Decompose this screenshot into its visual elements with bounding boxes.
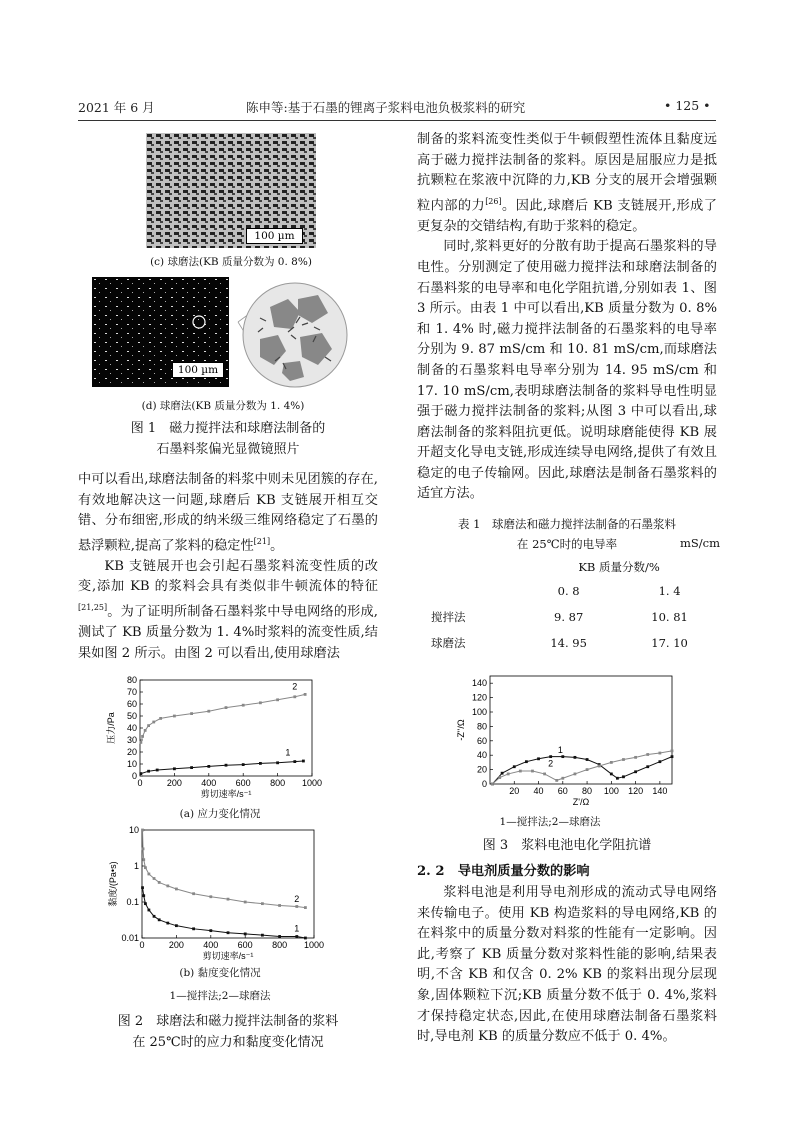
data-point: [561, 755, 564, 758]
y-tick-label: 50: [126, 711, 137, 721]
data-point: [671, 755, 674, 758]
plot-frame: [140, 680, 312, 776]
y-tick-label: 100: [471, 707, 487, 717]
data-point: [147, 724, 150, 727]
x-tick-label: 800: [272, 940, 288, 950]
data-point: [173, 715, 176, 718]
x-tick-label: 200: [166, 778, 182, 788]
citation-21-25: [21,25]: [78, 602, 108, 612]
table-cell: 14. 95: [550, 636, 587, 650]
table-row: [430, 630, 720, 656]
citation-26: [26]: [485, 196, 502, 206]
fig2-caption-line2: 在 25℃时的应力和黏度变化情况: [132, 1035, 324, 1050]
micrograph-c: [146, 133, 316, 248]
x-tick-label: 1000: [301, 778, 323, 788]
data-point: [491, 783, 494, 786]
series-line-1: [141, 761, 304, 774]
data-point: [158, 918, 161, 921]
fig2b-chart: [100, 824, 340, 962]
x-tick-label: 600: [237, 940, 253, 950]
data-point: [190, 712, 193, 715]
data-point: [293, 760, 296, 763]
data-point: [244, 901, 247, 904]
data-point: [304, 937, 307, 940]
y-tick-label: 20: [476, 764, 487, 775]
data-point: [519, 770, 522, 773]
data-point: [259, 762, 262, 765]
table-cell: 10. 81: [651, 610, 688, 624]
data-point: [507, 773, 510, 776]
y-tick-label: 40: [126, 723, 137, 733]
table-col-header: 0. 8: [557, 584, 580, 598]
table1-unit: mS/cm: [679, 536, 720, 550]
y-tick-label: 0.01: [121, 933, 139, 943]
data-point: [622, 775, 625, 778]
data-point: [646, 753, 649, 756]
data-point: [190, 766, 193, 769]
fig3-chart: [450, 670, 690, 820]
data-point: [513, 765, 516, 768]
data-point: [153, 877, 156, 880]
data-point: [302, 760, 305, 763]
fig2a-chart: [100, 676, 340, 806]
data-point: [276, 761, 279, 764]
section-2-2-heading: 2. 2 导电剂质量分数的影响: [417, 864, 590, 879]
data-point: [242, 704, 245, 707]
fig1-sub-d: (d) 球磨法(KB 质量分数为 1. 4%): [141, 400, 305, 412]
data-point: [501, 772, 504, 775]
series-label-2: 2: [292, 681, 298, 692]
data-point: [498, 776, 501, 779]
x-tick-label: 80: [582, 786, 593, 796]
x-tick-label: 120: [628, 786, 644, 796]
data-point: [549, 755, 552, 758]
table1-title-line1: 表 1 球磨法和磁力搅拌法制备的石墨浆料: [458, 517, 676, 531]
para-text: 制备的浆料流变性类似于牛顿假塑性流体且黏度远高于磁力搅拌法制备的浆料。原因是屈服应力是抵抗颗粒在浆液中沉降的力,KB 分支的展开会增强颗粒内部的力: [417, 132, 717, 214]
series-line-2: [143, 830, 306, 908]
y-tick-label: 60: [476, 735, 487, 746]
data-point: [543, 773, 546, 776]
y-tick-label: 0.1: [126, 897, 139, 907]
data-point: [141, 829, 144, 832]
data-point: [144, 866, 147, 869]
data-point: [244, 932, 247, 935]
data-point: [192, 927, 195, 930]
data-point: [142, 858, 145, 861]
data-point: [658, 760, 661, 763]
data-point: [634, 756, 637, 759]
data-point: [634, 770, 637, 773]
x-tick-label: 800: [270, 778, 286, 788]
scale-label-c: 100 µm: [246, 228, 303, 244]
data-point: [158, 881, 161, 884]
data-point: [166, 922, 169, 925]
x-tick-label: 40: [533, 786, 544, 796]
table1-title-line2: 在 25℃时的电导率: [516, 537, 618, 551]
data-point: [225, 706, 228, 709]
y-tick-label: 20: [126, 747, 137, 757]
data-point: [173, 767, 176, 770]
y-tick-label: 120: [471, 692, 487, 703]
data-point: [147, 770, 150, 773]
fig2-caption-line1: 图 2 球磨法和磁力搅拌法制备的浆料: [117, 1014, 339, 1029]
y-tick-label: 10: [128, 825, 139, 835]
y-tick-label: 30: [126, 735, 137, 745]
series-label-2: 2: [294, 894, 300, 904]
x-tick-label: 400: [201, 778, 217, 788]
data-point: [276, 698, 279, 701]
x-tick-label: 400: [203, 940, 219, 950]
data-point: [261, 934, 264, 937]
x-tick-label: 60: [557, 786, 568, 796]
header-title: 陈申等:基于石墨的锂离子浆料电池负极浆料的研究: [246, 100, 526, 115]
table-group-header: KB 质量分数/%: [578, 560, 660, 574]
y-axis-label: 压力/Pa: [106, 712, 116, 744]
series-label-1: 1: [557, 745, 563, 756]
data-point: [658, 752, 661, 755]
data-point: [293, 695, 296, 698]
fig3-caption: 图 3 浆料电池电化学阻抗谱: [482, 838, 652, 853]
y-tick-label: 1: [133, 861, 139, 871]
data-point: [278, 904, 281, 907]
row-label: 搅拌法: [431, 610, 466, 624]
data-point: [227, 898, 230, 901]
data-point: [278, 935, 281, 938]
para-text-cont: 。因此,球磨后 KB 支链展开,形成了更复杂的交错结构,有助于浆料的稳定。: [417, 198, 717, 234]
data-point: [166, 885, 169, 888]
paragraph-conductivity: 同时,浆料更好的分散有助于提高石墨浆料的导电性。分别测定了使用磁力搅拌法和球磨法制备的石墨料浆的电导率和电化学阻抗谱,分别如表 1、图 3 所示。由表 1 中可以看出,KB 质量分数为 0. 8% 和 1. 4% 时,磁力搅拌法制备的石墨浆料的电导率分别为 9. 87 mS/cm 和 10. 81 mS/cm,而球磨法制备的石墨浆料电导率分别为 14. 95 mS/cm 和 17. 10 mS/cm,表明球磨法制备的浆料导电性明显强于磁力搅拌法制备的浆料;从图 3 中可以看出,球磨法制备的浆料阻抗更低。说明球磨能使得 KB 展开超支化导电支链,形成连续导电网络,提供了有效且稳定的电子传输网。因此,球磨法是制备石墨浆料的适宜方法。: [417, 239, 717, 502]
data-point: [209, 929, 212, 932]
series-label-1: 1: [285, 747, 291, 758]
table-cell: 17. 10: [651, 636, 688, 650]
data-point: [598, 765, 601, 768]
paragraph-yield-stress: [417, 130, 717, 237]
data-point: [531, 770, 534, 773]
y-tick-label: 0: [131, 771, 137, 781]
data-point: [610, 761, 613, 764]
para-text: 中可以看出,球磨法制备的料浆中则未见团簇的存在,有效地解决这一问题,球磨后 KB 支链展开相互交错、分布细密,形成的纳米级三维网络稳定了石墨的悬浮颗粒,提高了浆料的稳定性: [78, 472, 378, 554]
data-point: [207, 765, 210, 768]
series-line-2: [141, 694, 305, 742]
data-point: [175, 924, 178, 927]
y-axis-label: -Z''/Ω: [456, 719, 466, 741]
data-point: [147, 909, 150, 912]
data-point: [671, 749, 674, 752]
fig2-legend: 1—搅拌法;2—球磨法: [169, 990, 271, 1002]
series-line-1: [143, 888, 306, 938]
y-tick-label: 140: [471, 678, 487, 689]
x-tick-label: 0: [137, 778, 143, 788]
fig2-sub-a: (a) 应力变化情况: [179, 808, 261, 820]
data-point: [610, 773, 613, 776]
y-tick-label: 10: [126, 759, 137, 769]
data-point: [192, 892, 195, 895]
data-point: [209, 895, 212, 898]
series-label-1: 1: [294, 923, 300, 934]
right-column-text-1: [417, 130, 717, 505]
y-axis-label: 黏度/(Pa•s): [108, 861, 118, 907]
para-text: KB 支链展开也会引起石墨浆料流变性质的改变,添加 KB 的浆料会具有类似非牛顿流体的特征: [78, 558, 378, 595]
data-point: [586, 768, 589, 771]
data-point: [142, 847, 145, 850]
data-point: [225, 764, 228, 767]
x-tick-label: 140: [652, 786, 668, 796]
paragraph-kb-fraction: 浆料电池是利用导电剂形成的流动式导电网络来传输电子。使用 KB 构造浆料的导电网络,KB 的在料浆中的质量分数对料浆的性能有一定影响。因此,考察了 KB 质量分数对浆料性能的影响,结果表明,不含 KB 和仅含 0. 2% KB 的浆料出现分层现象,固体颗粒下沉;KB 质量分数不低于 0. 4%,浆料才保持稳定状态,因此,在使用球磨法制备石墨浆料时,导电剂 KB 的质量分数应不低于 0. 4%。: [417, 885, 717, 1045]
data-point: [304, 906, 307, 909]
data-point: [156, 769, 159, 772]
x-tick-label: 100: [603, 786, 619, 796]
paragraph-rheology: [78, 557, 378, 664]
x-tick-label: 20: [509, 786, 520, 796]
data-point: [139, 772, 142, 775]
para-text-cont: 。为了证明所制备石墨料浆中导电网络的形成,测试了 KB 质量分数为 1. 4%时浆料的流变性质,结果如图 2 所示。由图 2 可以看出,使用球磨法: [78, 604, 378, 661]
data-point: [153, 915, 156, 918]
header-page: • 125 •: [664, 98, 711, 113]
header-rule: [78, 120, 716, 121]
x-tick-label: 0: [139, 940, 145, 950]
data-point: [295, 935, 298, 938]
x-axis-label: 剪切速率/s⁻¹: [200, 789, 252, 799]
data-point: [142, 894, 145, 897]
data-point: [159, 717, 162, 720]
fig1-caption-line2: 石墨料浆偏光显微镜照片: [156, 442, 300, 457]
data-point: [616, 777, 619, 780]
x-tick-label: 600: [235, 778, 251, 788]
data-point: [586, 758, 589, 761]
data-point: [139, 741, 142, 744]
data-point: [646, 765, 649, 768]
data-point: [207, 710, 210, 713]
citation-21: [21]: [253, 536, 271, 546]
y-tick-label: 80: [476, 721, 487, 732]
data-point: [152, 721, 155, 724]
table-cell: 9. 87: [554, 610, 584, 624]
y-tick-label: 70: [126, 687, 137, 697]
data-point: [259, 701, 262, 704]
kb-network-schematic: [200, 277, 350, 392]
x-tick-label: 1000: [303, 940, 325, 950]
data-point: [261, 902, 264, 905]
data-point: [537, 757, 540, 760]
fig2-sub-b: (b) 黏度变化情况: [179, 967, 261, 979]
data-point: [561, 777, 564, 780]
header-date: 2021 年 6 月: [78, 100, 155, 115]
paragraph-network: [78, 470, 378, 557]
data-point: [227, 931, 230, 934]
data-point: [574, 773, 577, 776]
fig3-legend: 1—搅拌法;2—球磨法: [499, 816, 601, 828]
data-point: [144, 729, 147, 732]
table-row: [430, 604, 720, 630]
data-point: [147, 873, 150, 876]
row-label: 球磨法: [431, 636, 466, 650]
scale-label-d: 100 µm: [172, 362, 224, 378]
data-point: [295, 905, 298, 908]
y-tick-label: 80: [126, 676, 137, 685]
y-tick-label: 0: [481, 779, 487, 789]
data-point: [574, 756, 577, 759]
table-col-header: 1. 4: [658, 584, 681, 598]
right-column-text-2: [417, 883, 717, 1048]
data-point: [242, 763, 245, 766]
x-tick-label: 200: [168, 940, 184, 950]
para-end: 。: [270, 538, 284, 554]
data-point: [144, 902, 147, 905]
left-column-text: [78, 470, 378, 664]
x-axis-label: 剪切速率/s⁻¹: [202, 951, 254, 961]
table-corner: [430, 578, 518, 604]
table1: [430, 556, 720, 656]
fig1-caption-line1: 图 1 磁力搅拌法和球磨法制备的: [130, 421, 326, 436]
y-tick-label: 40: [476, 750, 487, 761]
data-point: [141, 735, 144, 738]
data-point: [525, 760, 528, 763]
x-axis-label: Z'/Ω: [572, 797, 590, 807]
table-corner: [430, 556, 518, 578]
series-label-2: 2: [548, 758, 554, 769]
data-point: [175, 888, 178, 891]
fig1-sub-c: (c) 球磨法(KB 质量分数为 0. 8%): [150, 256, 312, 268]
y-tick-label: 60: [126, 699, 137, 709]
data-point: [555, 779, 558, 782]
data-point: [622, 758, 625, 761]
data-point: [304, 693, 307, 696]
data-point: [141, 886, 144, 889]
